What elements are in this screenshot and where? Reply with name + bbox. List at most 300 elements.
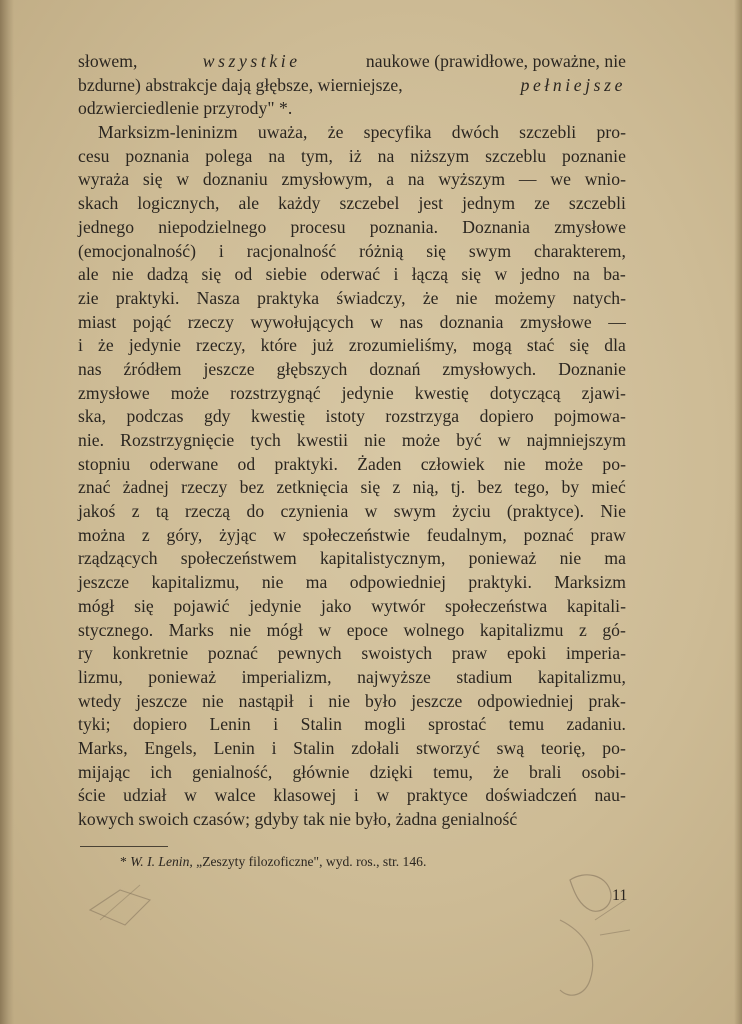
- word: udział: [123, 785, 167, 806]
- paragraph: [78, 121, 626, 832]
- word: praktyki.: [274, 453, 338, 474]
- word: osobi-: [581, 761, 626, 782]
- word: się: [201, 264, 222, 285]
- word: —: [608, 311, 626, 332]
- word: konkretnie: [112, 643, 189, 664]
- word: zmysłowe: [554, 216, 626, 237]
- word: pojawić: [173, 595, 230, 616]
- word: nie: [503, 453, 526, 474]
- word: tego,: [514, 477, 550, 498]
- word: ście: [78, 785, 106, 806]
- word: klasowej: [273, 785, 337, 806]
- word: temu,: [433, 761, 473, 782]
- word: mógł: [266, 619, 303, 640]
- word: iż: [348, 145, 362, 166]
- word: każdy: [278, 193, 321, 214]
- word: w: [273, 524, 286, 545]
- word: temu: [508, 714, 545, 735]
- word: jednym: [462, 193, 516, 214]
- word: jakoś: [78, 501, 116, 522]
- word: dzięki: [369, 761, 413, 782]
- word: dotyczącą: [489, 382, 561, 403]
- word: dopiero: [132, 714, 188, 735]
- word: skach: [78, 193, 119, 214]
- word: kapitalistycznym,: [319, 548, 446, 569]
- word: (praktyce).: [506, 501, 585, 522]
- word: dla: [604, 335, 626, 356]
- text-line: [78, 761, 626, 785]
- word: Rozstrzygnięcie: [120, 430, 235, 450]
- text-fragment: bzdurne) abstrakcje dają głębsze, wierniejsze,: [78, 74, 403, 95]
- word: uważa,: [257, 122, 308, 143]
- text-line: kowych swoich czasów; gdyby tak nie było, żadna genialność: [78, 809, 518, 829]
- word: bez: [477, 477, 503, 498]
- word: z: [141, 524, 150, 545]
- word: doznania: [439, 311, 504, 332]
- word: by: [561, 477, 580, 498]
- word: pewnych: [277, 643, 342, 664]
- word: żadnej: [122, 477, 169, 498]
- word: kwestię: [250, 406, 306, 427]
- word: można: [78, 524, 126, 545]
- word: Marks: [168, 619, 214, 640]
- word: możemy: [494, 287, 556, 308]
- word: różnią: [359, 240, 404, 261]
- word: nas: [78, 358, 102, 379]
- word: świadczy,: [336, 287, 406, 308]
- word: Engels,: [144, 737, 197, 758]
- word: się: [134, 595, 154, 616]
- word: szczebli: [568, 193, 626, 214]
- word: Nie: [600, 501, 626, 522]
- word: może: [544, 453, 584, 474]
- text-line: [78, 476, 626, 500]
- word: —: [518, 169, 537, 190]
- word: feudalnym,: [426, 524, 507, 545]
- word: wyraża: [78, 169, 130, 190]
- word: jedynie: [249, 595, 302, 616]
- word: może: [401, 430, 441, 450]
- word: Marks,: [78, 737, 128, 758]
- word: racjonalność: [246, 240, 337, 261]
- word: wytwór: [371, 595, 426, 616]
- word: ry: [78, 643, 93, 664]
- pencil-doodle-bottom-left: [80, 870, 170, 940]
- word: zmysłowych.: [442, 358, 537, 379]
- word: kapitali-: [566, 595, 626, 616]
- word: oderwane: [149, 453, 219, 474]
- text-line: [78, 121, 626, 145]
- word: się: [569, 335, 590, 356]
- text-line: [78, 97, 626, 121]
- word: ma: [305, 572, 328, 593]
- word: z: [578, 619, 587, 640]
- word: dwóch: [451, 122, 499, 143]
- text-line: [78, 453, 626, 477]
- word: wolnego: [403, 619, 465, 640]
- text-line: [78, 690, 626, 714]
- text-line: [78, 311, 626, 335]
- word: swym: [468, 240, 512, 261]
- word: żyjąc: [219, 524, 257, 545]
- word: w: [184, 785, 197, 806]
- word: mogli: [364, 714, 406, 735]
- word: które: [260, 335, 298, 356]
- word: kwestię: [414, 382, 469, 403]
- word: zmysłowe: [520, 311, 592, 332]
- word: od: [234, 264, 253, 285]
- word: kapitalizmu,: [537, 666, 626, 687]
- footnote-marker: *: [120, 854, 127, 869]
- word: poznanie: [562, 145, 626, 166]
- word: zie: [78, 287, 99, 308]
- word: poznania.: [369, 216, 439, 237]
- word: gdy: [203, 406, 231, 427]
- word: swym: [393, 501, 436, 522]
- word: dopiero: [479, 406, 534, 427]
- word: społeczeństwem: [180, 548, 297, 569]
- word: niższym: [410, 145, 470, 166]
- word: Marksizm-leninizm: [98, 122, 238, 143]
- word: praktyka: [257, 287, 320, 308]
- word: istoty: [325, 406, 365, 427]
- text-line: [78, 405, 626, 429]
- text-line: [78, 192, 626, 216]
- word: pro-: [596, 122, 626, 143]
- word: rozstrzygnąć: [230, 382, 321, 403]
- text-line: [78, 500, 626, 524]
- word: polega: [205, 145, 253, 166]
- word: ale: [238, 193, 260, 214]
- word: nie: [261, 572, 284, 593]
- word: miast: [78, 311, 117, 332]
- word: siebie: [265, 264, 307, 285]
- word: wyższym: [438, 169, 506, 190]
- word: podczas: [126, 406, 184, 427]
- word: imperia-: [565, 643, 626, 664]
- word: Stalin: [293, 737, 335, 758]
- word: epoki: [506, 643, 547, 664]
- word: sprostać: [428, 714, 487, 735]
- word: nie: [229, 619, 252, 640]
- word: praktyki.: [115, 287, 180, 308]
- word: i: [353, 785, 359, 806]
- text-line: [78, 619, 626, 643]
- word: i: [218, 240, 224, 261]
- word: cesu: [78, 145, 110, 166]
- word: rzeczą: [184, 501, 231, 522]
- word: praktyki.: [468, 572, 532, 593]
- word: jedynie: [128, 335, 181, 356]
- word: Lenin: [209, 714, 251, 735]
- word: stopniu: [78, 453, 131, 474]
- word: najwyższe: [357, 666, 431, 687]
- word: społeczeństwa: [444, 595, 548, 616]
- word: tyki;: [78, 714, 111, 735]
- word: szczebel: [339, 193, 400, 214]
- word: logicznych,: [137, 193, 220, 214]
- word: oderwać: [320, 264, 381, 285]
- word: zjawi-: [581, 382, 626, 403]
- word: jeszcze: [136, 690, 188, 711]
- word: nią,: [412, 477, 439, 498]
- text-line: [78, 524, 626, 548]
- word: szczeblu: [485, 145, 547, 166]
- word: się: [461, 264, 482, 285]
- word: wywołujących: [250, 311, 354, 332]
- word: w: [497, 430, 511, 450]
- word: źródłem: [123, 358, 182, 379]
- word: ze: [534, 193, 550, 214]
- word: doznaniu: [202, 169, 268, 190]
- text-line: [78, 737, 626, 761]
- word: ba-: [603, 264, 626, 285]
- word: się: [426, 240, 446, 261]
- page-left-edge-shadow: [0, 0, 14, 1024]
- word: nas: [399, 311, 424, 332]
- word: zrozumieliśmy,: [348, 335, 458, 356]
- text-fragment: słowem,: [78, 51, 138, 71]
- text-line: [78, 666, 626, 690]
- word: kapitalizmu,: [151, 572, 240, 593]
- word: że: [493, 761, 509, 782]
- word: na: [268, 145, 286, 166]
- word: w: [370, 311, 383, 332]
- word: może: [170, 382, 210, 403]
- emphasized-word: pełniejsze: [520, 74, 626, 95]
- word: rzeczy: [187, 311, 234, 332]
- word: od: [237, 453, 256, 474]
- word: po-: [602, 453, 626, 474]
- word: jedynie: [341, 382, 394, 403]
- word: ich: [150, 761, 172, 782]
- word: a: [386, 169, 395, 190]
- word: gó-: [602, 619, 626, 640]
- word: walce: [214, 785, 256, 806]
- word: jest: [418, 193, 444, 214]
- word: głębszych: [276, 358, 348, 379]
- word: imperializm,: [241, 666, 332, 687]
- word: wnio-: [584, 169, 626, 190]
- word: odpowiedniej: [349, 572, 447, 593]
- word: lizmu,: [78, 666, 123, 687]
- footnote: [120, 854, 426, 870]
- word: tj.: [450, 477, 466, 498]
- body-text: [78, 50, 626, 832]
- word: tą: [155, 501, 169, 522]
- word: doznań: [369, 358, 421, 379]
- page-number: 11: [612, 887, 628, 904]
- word: na: [377, 145, 395, 166]
- word: było: [364, 690, 397, 711]
- word: łączą: [411, 264, 449, 285]
- word: zmysłowe: [78, 382, 150, 403]
- text-line: [78, 74, 626, 98]
- word: we: [550, 169, 571, 190]
- word: Lenin: [213, 737, 255, 758]
- word: specyfika: [363, 122, 432, 143]
- word: Żaden: [357, 453, 402, 474]
- word: w: [364, 501, 378, 522]
- word: poznać: [207, 643, 259, 664]
- text-fragment: odzwierciedlenie przyrody" *.: [78, 98, 293, 119]
- word: praw: [451, 643, 488, 664]
- text-line: [78, 168, 626, 192]
- word: stworzyć: [416, 737, 480, 758]
- word: nie.: [78, 430, 105, 450]
- word: zetknięcia: [276, 477, 349, 498]
- word: i: [393, 264, 399, 285]
- word: jeszcze: [203, 358, 255, 379]
- word: mógł: [78, 595, 115, 616]
- text-line: [78, 287, 626, 311]
- word: doświadczeń: [485, 785, 577, 806]
- word: charakterem,: [534, 240, 626, 261]
- word: i: [271, 737, 277, 758]
- footnote-author: W. I. Lenin,: [130, 854, 193, 869]
- word: nie: [364, 430, 386, 450]
- word: ska,: [78, 406, 107, 427]
- word: praw: [590, 524, 626, 545]
- word: zdołali: [351, 737, 400, 758]
- text-line: [78, 571, 626, 595]
- word: stadium: [456, 666, 513, 687]
- word: nau-: [594, 785, 626, 806]
- word: poznania: [125, 145, 190, 166]
- word: nie: [202, 690, 224, 711]
- word: swoistych: [361, 643, 433, 664]
- word: że: [422, 287, 439, 308]
- word: epoce: [346, 619, 388, 640]
- word: ponieważ: [148, 666, 217, 687]
- word: kwestii: [296, 430, 349, 450]
- word: Stalin: [300, 714, 342, 735]
- word: już: [312, 335, 334, 356]
- word: i: [273, 714, 279, 735]
- footnote-source: „Zeszyty filozoficzne", wyd. ros., str. 146.: [196, 854, 427, 869]
- pencil-doodle-bottom-right: [530, 860, 640, 1010]
- text-line: [78, 382, 626, 406]
- word: niepodzielnego: [158, 216, 267, 237]
- word: procesu: [290, 216, 346, 237]
- word: ponieważ: [468, 548, 537, 569]
- footnote-divider: [80, 846, 168, 847]
- word: dadzą: [146, 264, 189, 285]
- word: być: [456, 430, 482, 450]
- word: nie: [559, 548, 582, 569]
- word: góry,: [166, 524, 203, 545]
- word: genialność,: [192, 761, 273, 782]
- word: ale: [78, 264, 99, 285]
- word: rządzących: [78, 548, 158, 569]
- word: w: [376, 785, 390, 806]
- word: na: [573, 264, 590, 285]
- word: jako: [321, 595, 352, 616]
- word: Marksizm: [554, 572, 626, 593]
- text-line: [78, 429, 626, 453]
- word: pojąć: [132, 311, 172, 332]
- word: i: [308, 690, 314, 711]
- word: w: [318, 619, 332, 640]
- word: człowiek: [420, 453, 485, 474]
- word: nie: [328, 690, 351, 711]
- word: stycznego.: [78, 619, 154, 640]
- word: jedno: [520, 264, 560, 285]
- word: w: [176, 169, 190, 190]
- text-line: [78, 642, 626, 666]
- text-line: [78, 784, 626, 808]
- word: teorię,: [540, 737, 586, 758]
- word: (emocjonalność): [78, 240, 196, 261]
- word: z: [131, 501, 140, 522]
- word: społeczeństwie: [302, 524, 410, 545]
- word: tym,: [300, 145, 333, 166]
- text-line: [78, 216, 626, 240]
- word: mijając: [78, 761, 131, 782]
- word: w: [494, 264, 508, 285]
- word: ma: [604, 548, 626, 569]
- text-line: [78, 263, 626, 287]
- word: brali: [528, 761, 562, 782]
- word: Doznanie: [558, 358, 626, 379]
- word: nie: [455, 287, 478, 308]
- word: odpowiedniej: [477, 690, 574, 711]
- word: mieć: [591, 477, 626, 498]
- word: tych: [250, 430, 281, 450]
- emphasized-word: wszystkie: [202, 51, 301, 71]
- text-line: [78, 50, 626, 74]
- word: życiu: [452, 501, 491, 522]
- word: z: [392, 477, 401, 498]
- text-line: [78, 595, 626, 619]
- word: na: [407, 169, 425, 190]
- word: rzeczy: [181, 477, 228, 498]
- word: i: [78, 335, 83, 356]
- word: jednego: [78, 216, 135, 237]
- word: znać: [78, 477, 111, 498]
- word: poznać: [523, 524, 574, 545]
- word: swą: [496, 737, 525, 758]
- word: szczebli: [519, 122, 577, 143]
- word: praktyce: [406, 785, 468, 806]
- text-line: [78, 713, 626, 737]
- word: stać: [526, 335, 555, 356]
- word: że: [98, 335, 114, 356]
- word: jeszcze: [411, 690, 463, 711]
- page-right-edge-shadow: [734, 0, 742, 1024]
- word: Doznania: [462, 216, 531, 237]
- text-line: [78, 334, 626, 358]
- text-line: [78, 145, 626, 169]
- text-line: [78, 240, 626, 264]
- word: po-: [602, 737, 626, 758]
- word: jeszcze: [78, 572, 130, 593]
- word: głównie: [292, 761, 350, 782]
- word: mogą: [472, 335, 512, 356]
- word: rzeczy,: [196, 335, 246, 356]
- word: że: [327, 122, 344, 143]
- word: zmysłowym,: [281, 169, 373, 190]
- word: wtedy: [78, 690, 122, 711]
- word: kapitalizmu: [479, 619, 564, 640]
- word: najmniejszym: [526, 430, 626, 450]
- word: natych-: [572, 287, 626, 308]
- word: nie: [111, 264, 134, 285]
- text-line: [78, 547, 626, 571]
- word: się: [360, 477, 381, 498]
- word: Nasza: [196, 287, 240, 308]
- word: się: [142, 169, 163, 190]
